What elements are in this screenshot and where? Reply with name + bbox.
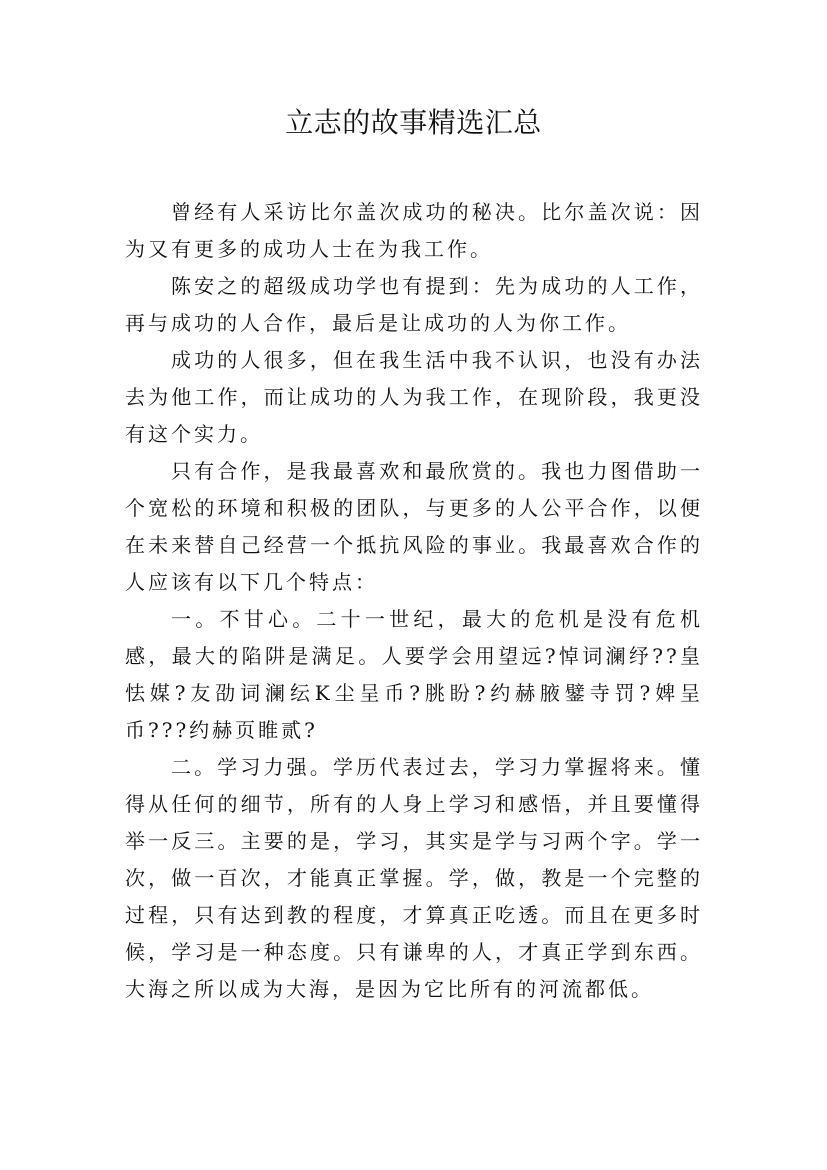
paragraph: 二。学习力强。学历代表过去，学习力掌握将来。懂得从任何的细节，所有的人身上学习和感悟，并且要懂得举一反三。主要的是，学习，其实是学与习两个字。学一次，做一百次，才能真正掌握。学，做，教是一个完整的过程，只有达到教的程度，才算真正吃透。而且在更多时候，学习是一种态度。只有谦卑的人，才真正学到东西。大海之所以成为大海，是因为它比所有的河流都低。 bbox=[125, 755, 703, 1001]
document-title: 立志的故事精选汇总 bbox=[285, 106, 542, 139]
paragraph: 曾经有人采访比尔盖次成功的秘决。比尔盖次说：因为又有更多的成功人士在为我工作。 bbox=[125, 200, 703, 261]
document-body bbox=[125, 194, 703, 1008]
paragraph: 一。不甘心。二十一世纪，最大的危机是没有危机感，最大的陷阱是满足。人要学会用望远?悼词澜纾??皇怯媒?友劭词澜纭K尘呈币?朓盼?约赫腋鐾寺罚?婢呈币???约赫页睢贰? bbox=[125, 607, 703, 742]
paragraph: 成功的人很多，但在我生活中我不认识，也没有办法去为他工作，而让成功的人为我工作，在现阶段，我更没有这个实力。 bbox=[125, 348, 703, 446]
paragraph: 只有合作，是我最喜欢和最欣赏的。我也力图借助一个宽松的环境和积极的团队，与更多的人公平合作，以便在未来替自己经营一个抵抗风险的事业。我最喜欢合作的人应该有以下几个特点： bbox=[125, 459, 703, 594]
paragraph: 陈安之的超级成功学也有提到：先为成功的人工作，再与成功的人合作，最后是让成功的人为你工作。 bbox=[125, 274, 703, 335]
